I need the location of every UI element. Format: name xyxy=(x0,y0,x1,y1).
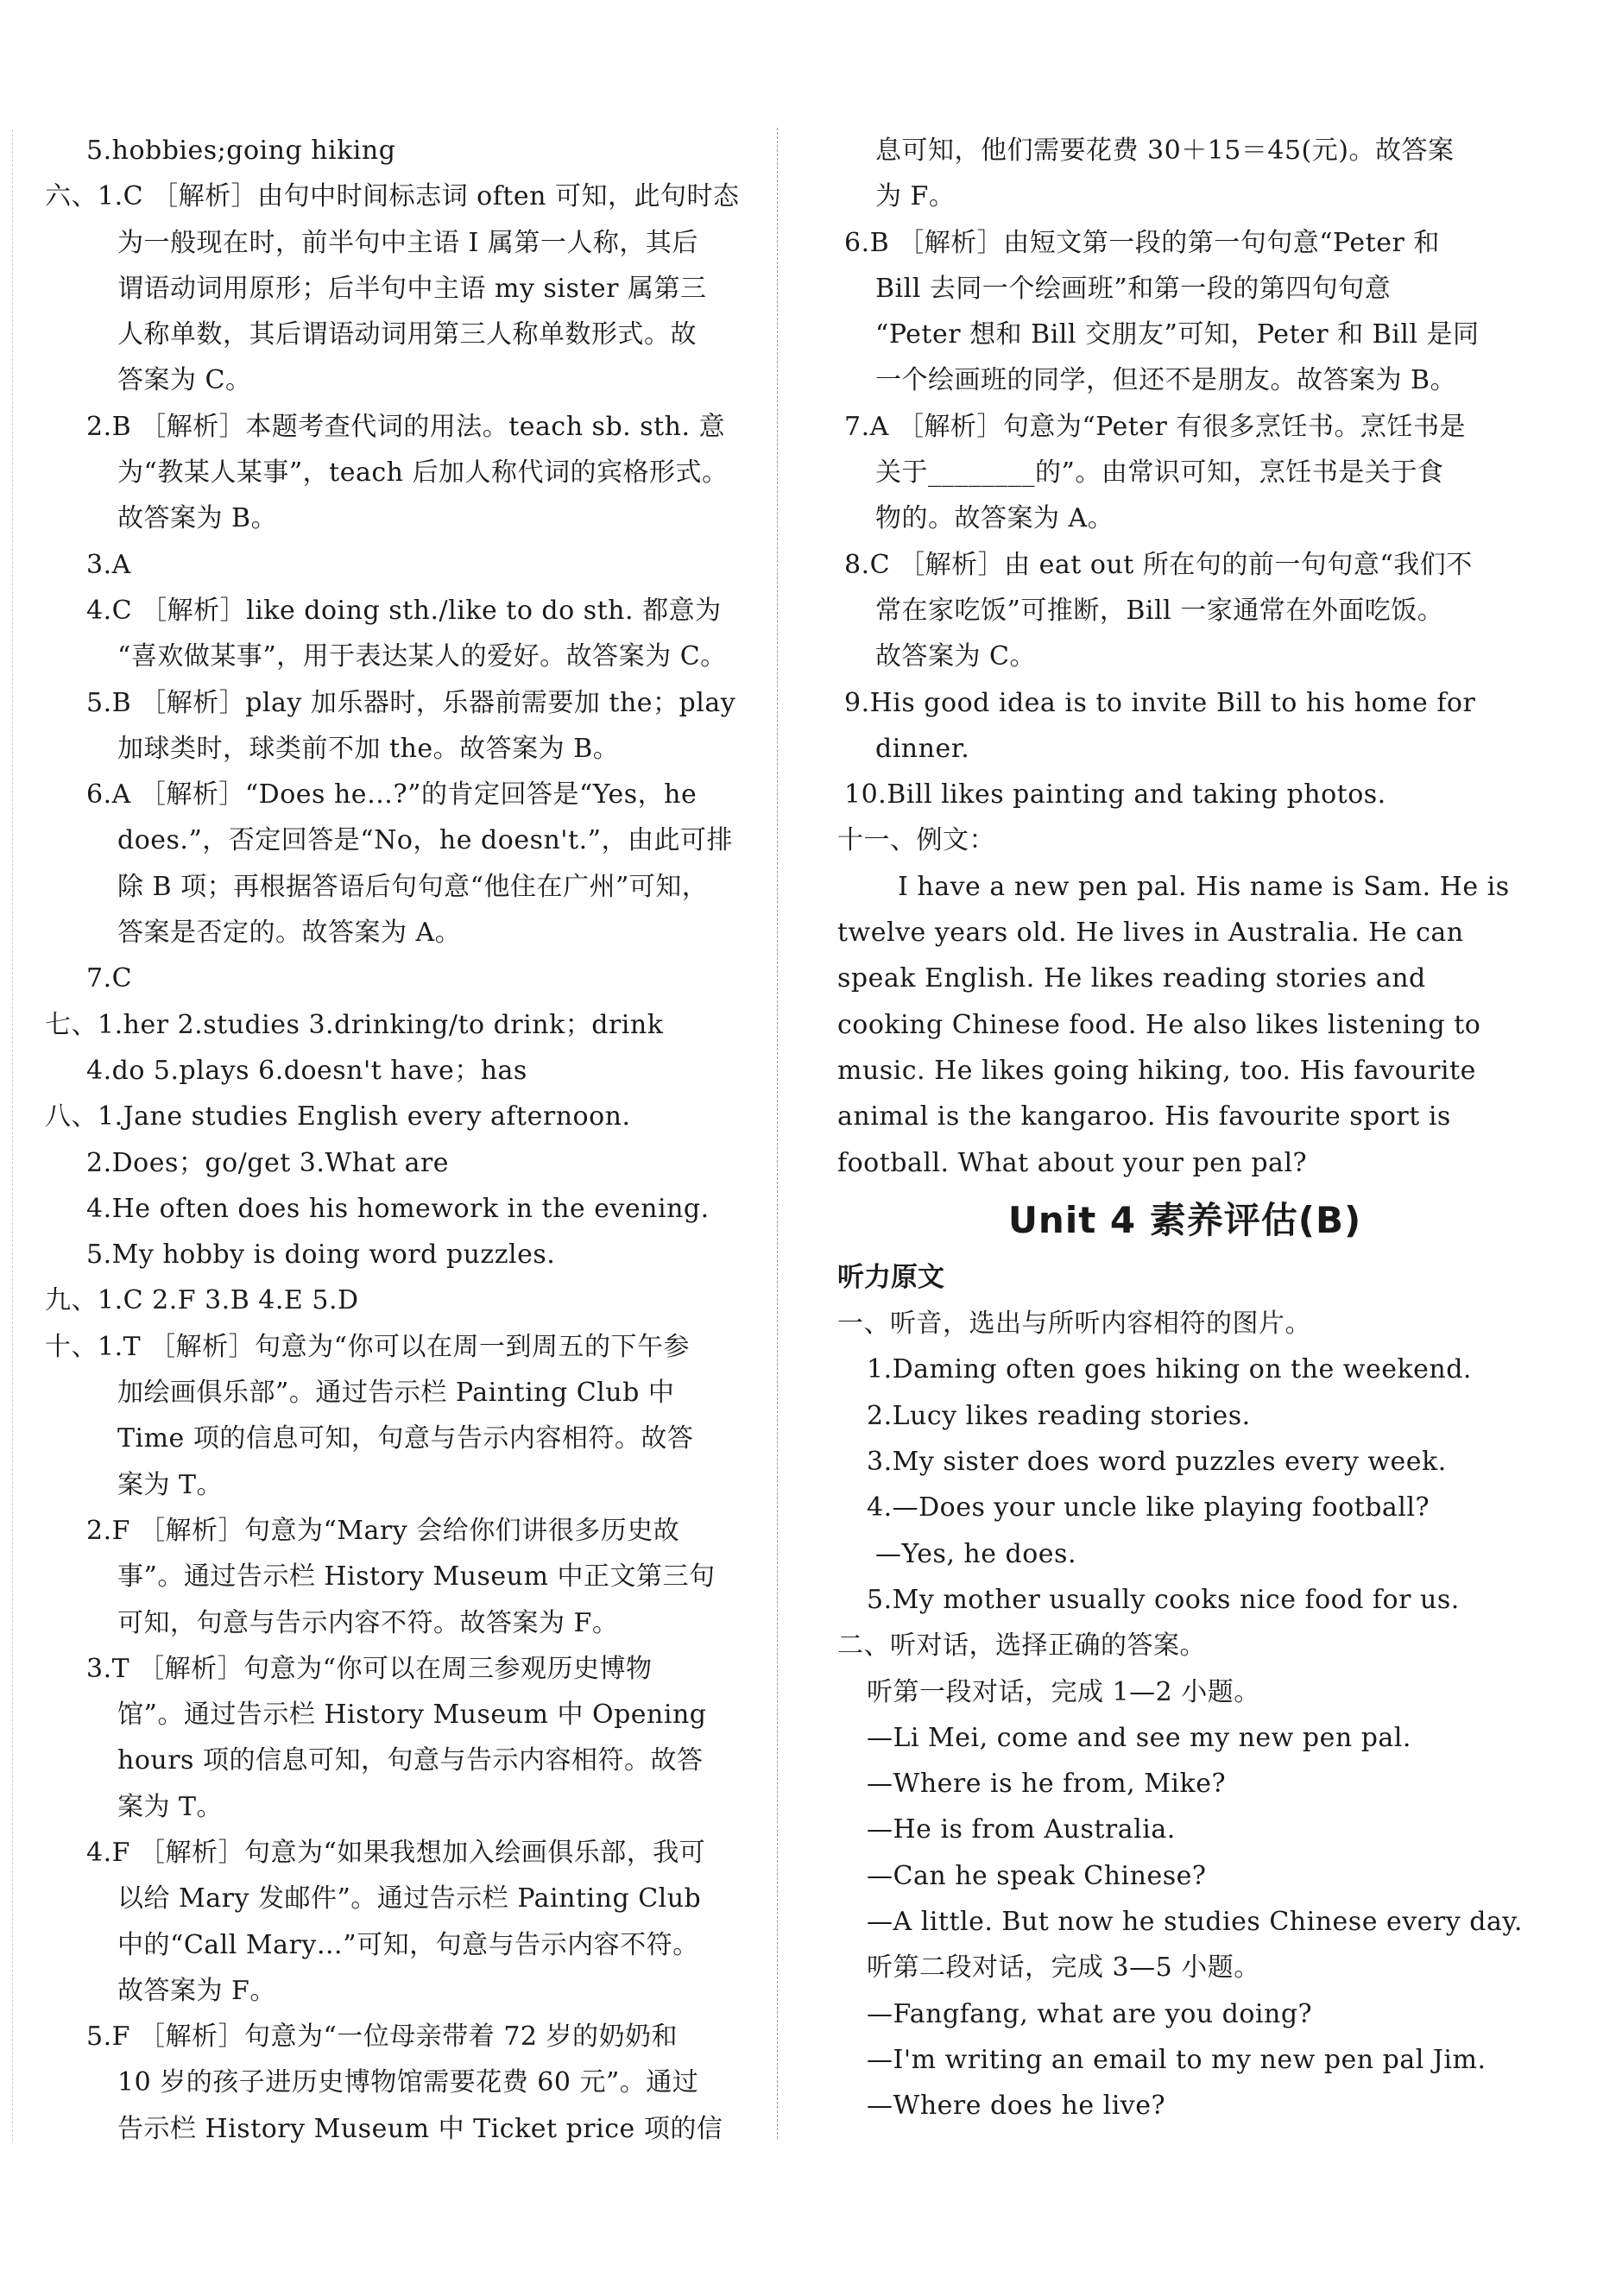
text-line: 以给 Mary 发邮件”。通过告示栏 Painting Club xyxy=(117,1883,702,1914)
text-line: speak English. He likes reading stories and xyxy=(837,963,1426,994)
text-line: 听第一段对话，完成 1—2 小题。 xyxy=(867,1676,1260,1707)
text-line: football. What about your pen pal? xyxy=(837,1147,1308,1178)
text-line: 3.A xyxy=(86,549,131,580)
text-line: 5.My mother usually cooks nice food for us. xyxy=(867,1584,1460,1615)
text-line: 一、听音，选出与所听内容相符的图片。 xyxy=(837,1309,1311,1340)
right-column-answers xyxy=(837,128,1515,1186)
text-line: 为 F。 xyxy=(875,181,956,212)
text-line: —I'm writing an email to my new pen pal Jim. xyxy=(867,2044,1487,2075)
text-line: 5.F ［解析］句意为“一位母亲带着 72 岁的奶奶和 xyxy=(86,2022,679,2053)
text-line: 加球类时，球类前不加 the。故答案为 B。 xyxy=(117,733,620,764)
text-line: 馆”。通过告示栏 History Museum 中 Opening xyxy=(117,1700,707,1731)
text-line: 故答案为 C。 xyxy=(875,641,1036,672)
text-line: —Where does he live? xyxy=(867,2091,1166,2122)
text-line: 4.C ［解析］like doing sth./like to do sth. 都意为 xyxy=(86,595,722,626)
text-line: 2.B ［解析］本题考查代词的用法。teach sb. sth. 意 xyxy=(86,411,726,442)
text-line: Bill 去同一个绘画班”和第一段的第四句句意 xyxy=(875,273,1392,304)
listening-transcript xyxy=(837,1301,1523,2129)
text-line: 4.do 5.plays 6.doesn't have；has xyxy=(86,1055,527,1086)
text-line: 4.He often does his homework in the evening. xyxy=(86,1193,710,1224)
text-line: dinner. xyxy=(875,733,970,764)
text-line: hours 项的信息可知，句意与告示内容相符。故答 xyxy=(117,1745,704,1776)
text-line: —A little. But now he studies Chinese every day. xyxy=(867,1906,1523,1937)
text-line: 1.Daming often goes hiking on the weekend. xyxy=(867,1354,1472,1385)
text-line: 谓语动词用原形；后半句中主语 my sister 属第三 xyxy=(117,273,707,304)
text-line: 2.F ［解析］句意为“Mary 会给你们讲很多历史故 xyxy=(86,1515,680,1546)
text-line: 8.C ［解析］由 eat out 所在句的前一句句意“我们不 xyxy=(844,549,1473,580)
text-line: “Peter 想和 Bill 交朋友”可知，Peter 和 Bill 是同 xyxy=(875,319,1480,350)
text-line: 6.B ［解析］由短文第一段的第一句句意“Peter 和 xyxy=(844,227,1440,258)
text-line: 2.Lucy likes reading stories. xyxy=(867,1400,1251,1431)
text-line: 常在家吃饭”可推断，Bill 一家通常在外面吃饭。 xyxy=(875,595,1444,626)
listening-heading: 听力原文 xyxy=(837,1261,944,1293)
text-line: 案为 T。 xyxy=(117,1791,224,1822)
text-line: 2.Does；go/get 3.What are xyxy=(86,1147,450,1178)
text-line: 物的。故答案为 A。 xyxy=(875,503,1114,534)
text-line: music. He likes going hiking, too. His favourite xyxy=(837,1055,1476,1086)
text-line: 关于________的”。由常识可知，烹饪书是关于食 xyxy=(875,457,1444,489)
text-line: 5.My hobby is doing word puzzles. xyxy=(86,1239,556,1271)
text-line: animal is the kangaroo. His favourite sport is xyxy=(837,1101,1451,1132)
text-line: —Can he speak Chinese? xyxy=(867,1860,1207,1891)
page-edge-rule xyxy=(12,129,13,2141)
text-line: 告示栏 History Museum 中 Ticket price 项的信 xyxy=(117,2113,723,2144)
text-line: I have a new pen pal. His name is Sam. He is xyxy=(898,871,1510,902)
text-line: 十一、例文： xyxy=(837,825,995,856)
text-line: 答案为 C。 xyxy=(117,365,252,396)
text-line: cooking Chinese food. He also likes listening to xyxy=(837,1009,1481,1040)
text-line: 3.My sister does word puzzles every week. xyxy=(867,1447,1447,1478)
text-line: 七、1.her 2.studies 3.drinking/to drink；drink xyxy=(45,1009,664,1040)
text-line: 事”。通过告示栏 History Museum 中正文第三句 xyxy=(117,1561,716,1593)
text-line: 息可知，他们需要花费 30＋15＝45(元)。故答案 xyxy=(875,136,1455,166)
text-line: 故答案为 F。 xyxy=(117,1975,276,2006)
text-line: 为一般现在时，前半句中主语 I 属第一人称，其后 xyxy=(117,227,698,258)
text-line: 可知，句意与告示内容不符。故答案为 F。 xyxy=(117,1607,619,1638)
text-line: 九、1.C 2.F 3.B 4.E 5.D xyxy=(45,1285,359,1316)
text-line: 案为 T。 xyxy=(117,1469,224,1500)
text-line: 答案是否定的。故答案为 A。 xyxy=(117,918,462,949)
left-column xyxy=(45,128,753,2152)
text-line: 人称单数，其后谓语动词用第三人称单数形式。故 xyxy=(117,319,697,350)
text-line: —Li Mei, come and see my new pen pal. xyxy=(867,1722,1411,1753)
text-line: 为“教某人某事”，teach 后加人称代词的宾格形式。 xyxy=(117,457,729,489)
text-line: 一个绘画班的同学，但还不是朋友。故答案为 B。 xyxy=(875,365,1457,396)
text-line: 10 岁的孩子进历史博物馆需要花费 60 元”。通过 xyxy=(117,2067,699,2098)
text-line: 听第二段对话，完成 3—5 小题。 xyxy=(867,1952,1260,1984)
text-line: 4.F ［解析］句意为“如果我想加入绘画俱乐部，我可 xyxy=(86,1837,706,1868)
column-divider xyxy=(777,128,778,2139)
text-line: 9.His good idea is to invite Bill to his home for xyxy=(844,687,1476,718)
text-line: —He is from Australia. xyxy=(867,1814,1176,1845)
text-line: 八、1.Jane studies English every afternoon. xyxy=(45,1101,631,1132)
text-line: —Fangfang, what are you doing? xyxy=(867,1998,1313,2029)
text-line: does.”，否定回答是“No，he doesn't.”，由此可排 xyxy=(117,825,733,856)
right-column xyxy=(837,128,1523,2129)
text-line: 中的“Call Mary…”可知，句意与告示内容不符。 xyxy=(117,1929,699,1960)
text-line: 7.A ［解析］句意为“Peter 有很多烹饪书。烹饪书是 xyxy=(844,411,1466,442)
text-line: 4.—Does your uncle like playing football? xyxy=(867,1492,1430,1523)
text-line: —Where is he from, Mike? xyxy=(867,1769,1227,1800)
text-line: 加绘画俱乐部”。通过告示栏 Painting Club 中 xyxy=(117,1378,675,1409)
text-line: 5.hobbies;going hiking xyxy=(86,136,396,166)
text-line: 除 B 项；再根据答语后句句意“他住在广州”可知， xyxy=(117,871,709,902)
text-line: 二、听对话，选择正确的答案。 xyxy=(837,1631,1206,1662)
text-line: 3.T ［解析］句意为“你可以在周三参观历史博物 xyxy=(86,1653,653,1684)
text-line: 十、1.T ［解析］句意为“你可以在周一到周五的下午参 xyxy=(45,1331,691,1362)
text-line: 故答案为 B。 xyxy=(117,503,278,534)
text-line: 7.C xyxy=(86,963,133,994)
unit-heading: Unit 4 素养评估(B) xyxy=(1007,1198,1362,1241)
text-line: “喜欢做某事”，用于表达某人的爱好。故答案为 C。 xyxy=(117,641,727,672)
text-line: 6.A ［解析］“Does he…?”的肯定回答是“Yes，he xyxy=(86,779,698,811)
text-line: 5.B ［解析］play 加乐器时，乐器前需要加 the；play xyxy=(86,687,736,718)
text-line: 10.Bill likes painting and taking photos. xyxy=(844,779,1386,811)
text-line: —Yes, he does. xyxy=(875,1538,1076,1569)
text-line: 六、1.C ［解析］由句中时间标志词 often 可知，此句时态 xyxy=(45,181,740,212)
text-line: twelve years old. He lives in Australia. He can xyxy=(837,918,1464,949)
text-line: Time 项的信息可知，句意与告示内容相符。故答 xyxy=(117,1423,694,1454)
